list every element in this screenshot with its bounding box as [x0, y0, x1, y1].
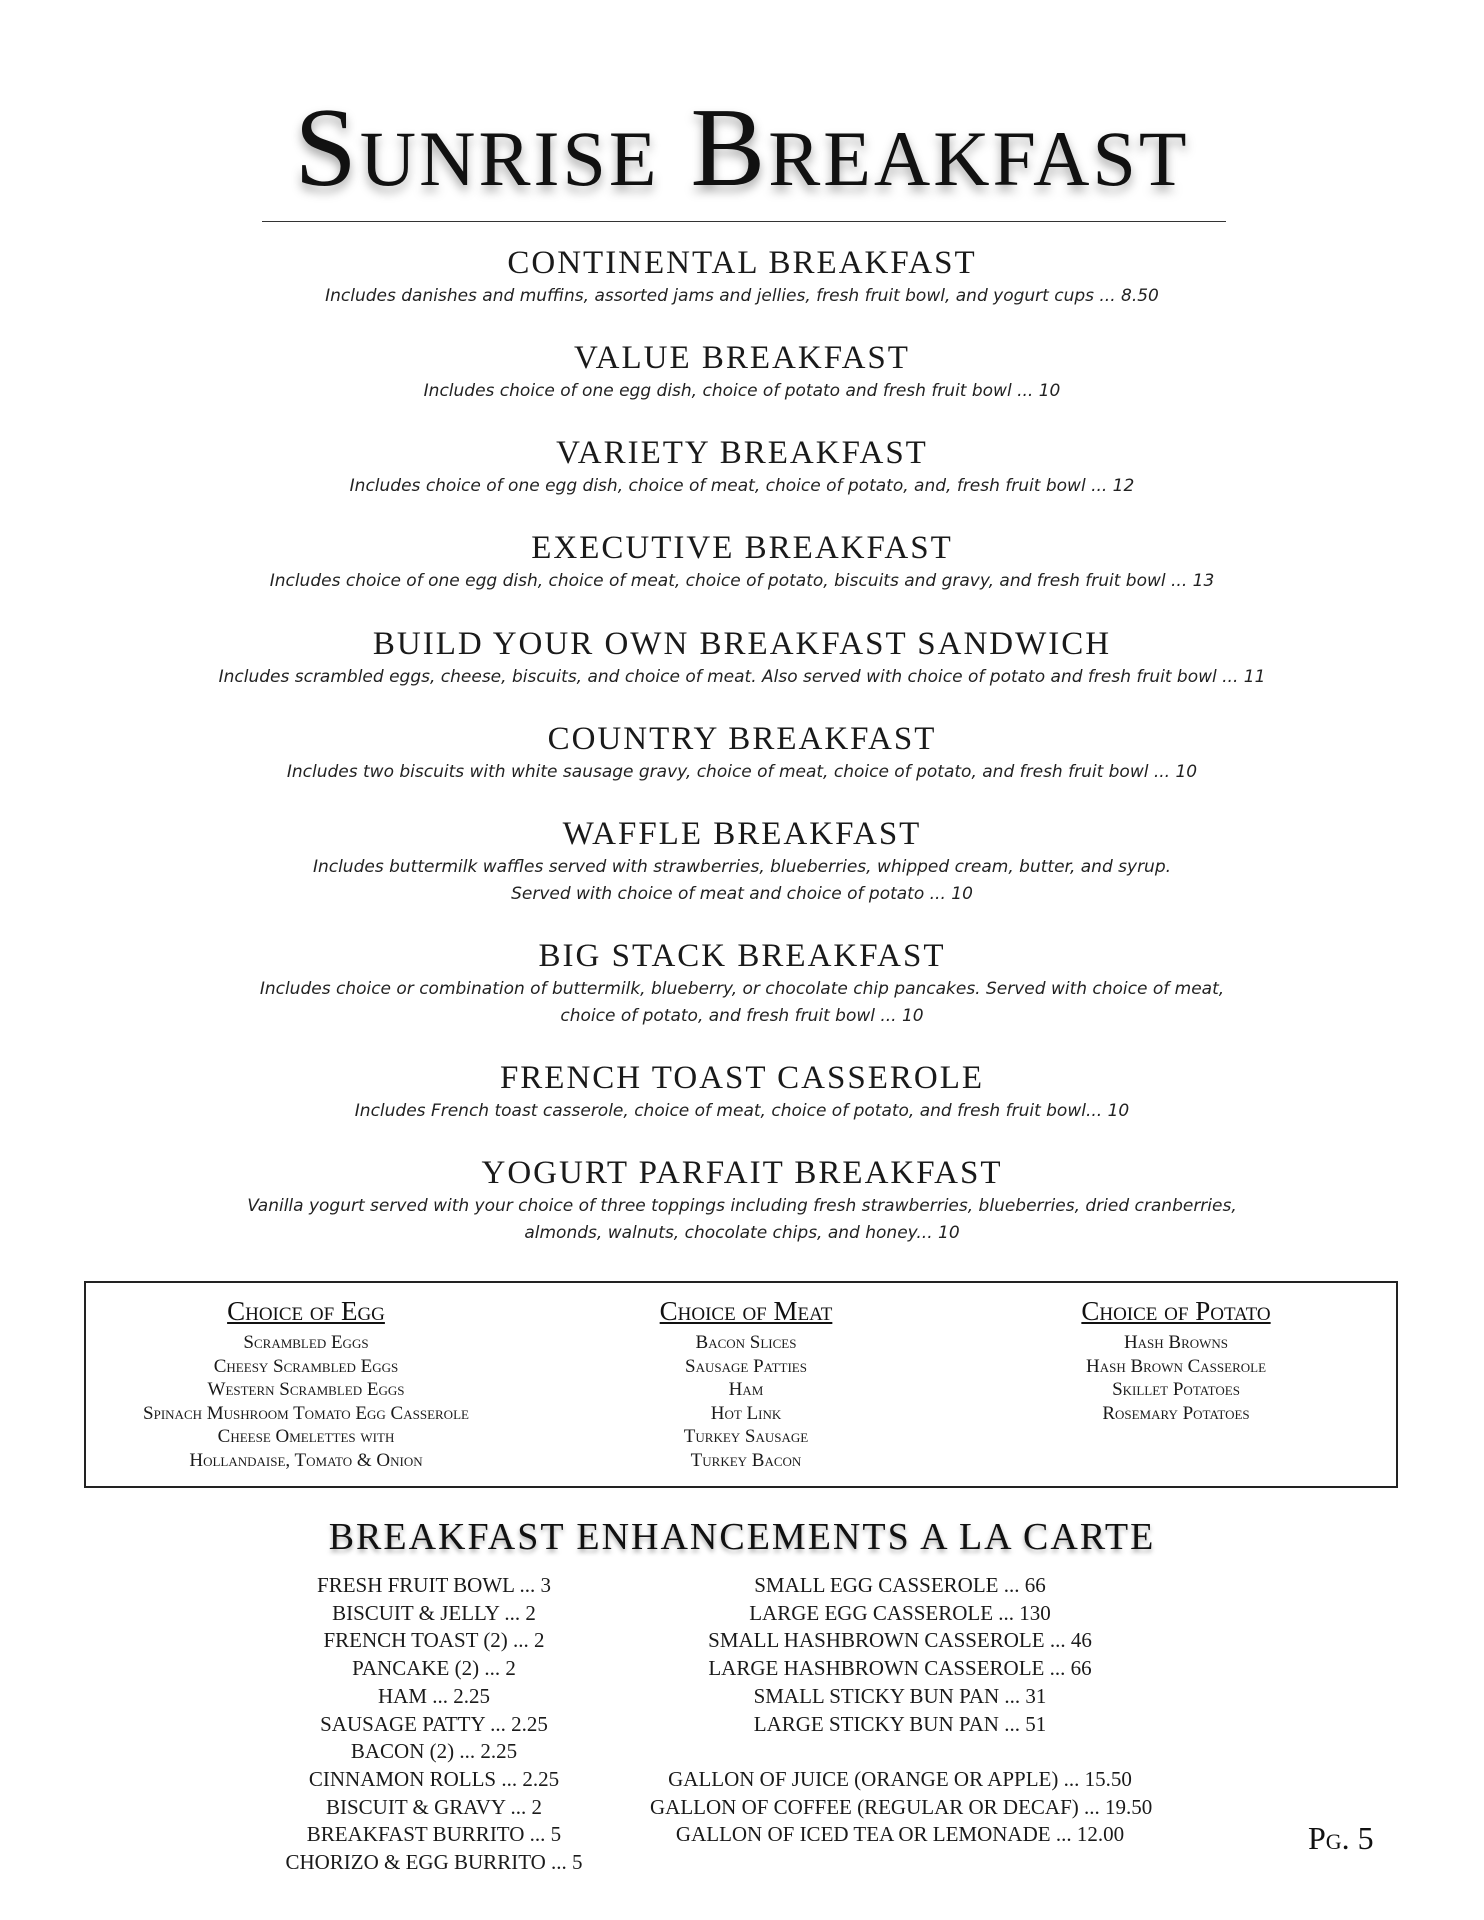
choice-item: Turkey Sausage	[683, 1426, 809, 1447]
section-description: Includes danishes and muffins, assorted jams and jellies, fresh fruit bowl, and yogurt cups ... 8.50	[325, 286, 1159, 306]
section-description: Vanilla yogurt served with your choice of three toppings including fresh strawberries, blueberries, dried cranberries, almonds, walnuts, chocolate chips, and honey... 10	[247, 1196, 1237, 1243]
enhancement-item: FRESH FRUIT BOWL ... 3	[317, 1573, 551, 1597]
menu-section-big-stack	[0, 936, 1484, 1030]
section-name: VALUE BREAKFAST	[574, 340, 910, 376]
choice-item: Hash Brown Casserole	[1085, 1355, 1267, 1377]
section-description: Includes choice of one egg dish, choice of meat, choice of potato, and, fresh fruit bowl ... 12	[349, 476, 1135, 496]
enhancement-item: GALLON OF ICED TEA OR LEMONADE ... 12.00	[675, 1822, 1125, 1847]
choice-potato-column	[986, 1293, 1366, 1425]
section-name: WAFFLE BREAKFAST	[562, 816, 922, 852]
title-divider	[262, 221, 1226, 222]
section-name: FRENCH TOAST CASSEROLE	[499, 1060, 985, 1096]
choice-egg-column	[86, 1293, 526, 1472]
choice-item: Cheese Omelettes with	[217, 1426, 395, 1447]
enhancement-item: FRENCH TOAST (2) ... 2	[323, 1628, 545, 1653]
menu-section-value	[0, 338, 1484, 405]
section-description: Includes choice or combination of buttermilk, blueberry, or chocolate chip pancakes. Served with choice of meat, choice of potato, and fresh fruit bowl ... 10	[259, 979, 1225, 1026]
enhancement-item: PANCAKE (2) ... 2	[352, 1656, 516, 1681]
enhancement-item: SMALL EGG CASSEROLE ... 66	[754, 1573, 1046, 1597]
section-description: Includes scrambled eggs, cheese, biscuits, and choice of meat. Also served with choice of potato and fresh fruit bowl ... 11	[218, 667, 1266, 687]
enhancement-item: SMALL HASHBROWN CASSEROLE ... 46	[708, 1628, 1092, 1653]
section-description: Includes two biscuits with white sausage gravy, choice of meat, choice of potato, and fresh fruit bowl ... 10	[286, 762, 1198, 782]
choice-item: Scrambled Eggs	[243, 1332, 369, 1353]
enhancement-item: SAUSAGE PATTY ... 2.25	[320, 1711, 548, 1736]
choices-box	[84, 1281, 1398, 1488]
menu-section-waffle	[0, 814, 1484, 908]
section-name: BUILD YOUR OWN BREAKFAST SANDWICH	[372, 626, 1112, 662]
section-name: BIG STACK BREAKFAST	[538, 938, 946, 974]
enhancement-item: CINNAMON ROLLS ... 2.25	[308, 1766, 560, 1791]
section-name: COUNTRY BREAKFAST	[547, 721, 937, 757]
choice-item: Turkey Bacon	[690, 1449, 802, 1471]
section-description: Includes French toast casserole, choice of meat, choice of potato, and fresh fruit bowl... 10	[354, 1101, 1130, 1121]
choice-meat-heading: Choice of Meat	[659, 1296, 833, 1326]
enhancement-item: LARGE EGG CASSEROLE ... 130	[749, 1600, 1051, 1625]
enhancement-item: BACON (2) ... 2.25	[350, 1739, 518, 1764]
enhancement-item: LARGE HASHBROWN CASSEROLE ... 66	[708, 1656, 1092, 1681]
enhancement-item: SMALL STICKY BUN PAN ... 31	[753, 1683, 1047, 1708]
section-name: VARIETY BREAKFAST	[556, 435, 928, 471]
choice-item: Western Scrambled Eggs	[207, 1379, 405, 1400]
enhancements-left-list	[234, 1572, 634, 1877]
enhancement-item: CHORIZO & EGG BURRITO ... 5	[285, 1850, 583, 1875]
choice-item: Rosemary Potatoes	[1102, 1402, 1250, 1424]
page-title: Sunrise Breakfast	[294, 86, 1190, 210]
enhancement-item: HAM ... 2.25	[377, 1683, 490, 1708]
section-description: Includes buttermilk waffles served with strawberries, blueberries, whipped cream, butter, and syrup. Served with choice of meat and choice of potato ... 10	[312, 857, 1172, 904]
choice-item: Hollandaise, Tomato & Onion	[189, 1449, 423, 1471]
section-description: Includes choice of one egg dish, choice of potato and fresh fruit bowl ... 10	[423, 381, 1061, 401]
enhancement-item: BISCUIT & JELLY ... 2	[332, 1600, 536, 1625]
enhancements-right-list	[650, 1572, 1153, 1849]
section-description: Includes choice of one egg dish, choice of meat, choice of potato, biscuits and gravy, and fresh fruit bowl ... 13	[269, 571, 1215, 591]
menu-section-french-toast	[0, 1058, 1484, 1125]
choice-item: Cheesy Scrambled Eggs	[213, 1355, 399, 1377]
menu-section-country	[0, 719, 1484, 786]
menu-section-yogurt-parfait	[0, 1153, 1484, 1247]
section-name: CONTINENTAL BREAKFAST	[507, 245, 977, 281]
choice-item: Spinach Mushroom Tomato Egg Casserole	[143, 1402, 469, 1424]
choice-meat-column	[556, 1293, 936, 1472]
enhancement-spacer	[650, 1738, 1150, 1766]
choice-egg-heading: Choice of Egg	[227, 1296, 385, 1326]
enhancements-title: BREAKFAST ENHANCEMENTS A LA CARTE	[328, 1516, 1156, 1558]
enhancement-item: LARGE STICKY BUN PAN ... 51	[753, 1711, 1047, 1736]
choice-item: Skillet Potatoes	[1112, 1379, 1240, 1400]
choice-item: Ham	[728, 1379, 764, 1400]
menu-section-executive	[0, 528, 1484, 595]
enhancement-item: BREAKFAST BURRITO ... 5	[306, 1822, 562, 1847]
menu-section-variety	[0, 433, 1484, 500]
enhancement-item: GALLON OF COFFEE (REGULAR OR DECAF) ... 19.50	[650, 1794, 1153, 1819]
choice-item: Bacon Slices	[695, 1332, 797, 1353]
choice-item: Hash Browns	[1123, 1332, 1229, 1353]
enhancement-item: BISCUIT & GRAVY ... 2	[325, 1794, 543, 1819]
section-name: EXECUTIVE BREAKFAST	[531, 530, 953, 566]
choice-item: Hot Link	[710, 1402, 782, 1424]
menu-section-sandwich	[0, 624, 1484, 691]
page-number: Pg. 5	[1308, 1820, 1374, 1856]
enhancement-item: GALLON OF JUICE (ORANGE OR APPLE) ... 15.50	[668, 1766, 1132, 1791]
choice-potato-heading: Choice of Potato	[1081, 1296, 1271, 1326]
menu-section-continental	[0, 243, 1484, 310]
choice-item: Sausage Patties	[685, 1355, 807, 1377]
section-name: YOGURT PARFAIT BREAKFAST	[481, 1155, 1003, 1191]
